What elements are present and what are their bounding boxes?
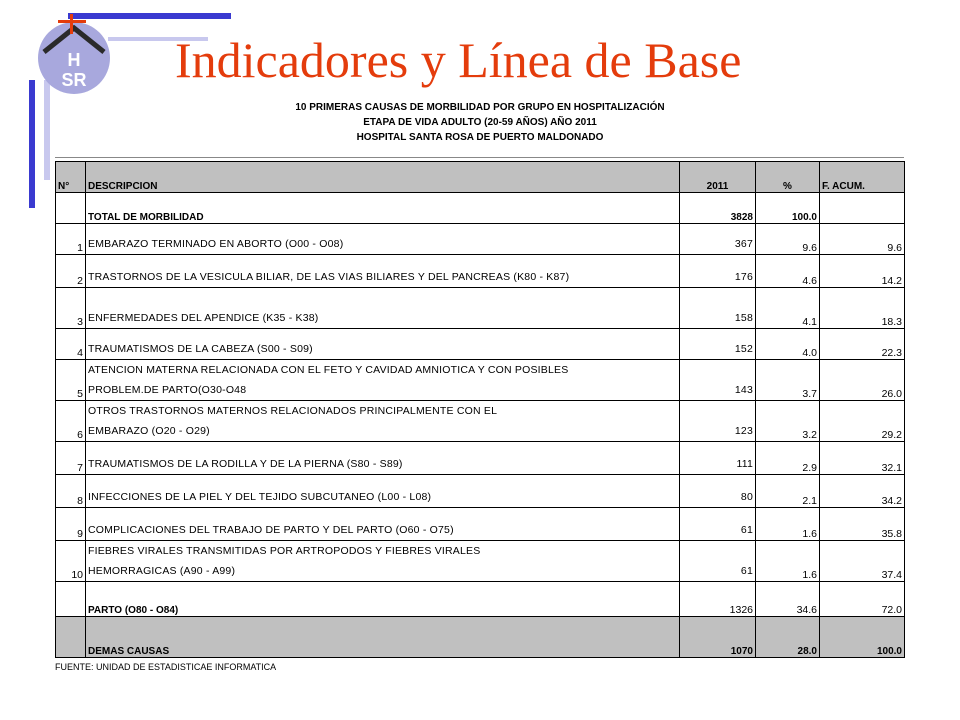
- caption-line: HOSPITAL SANTA ROSA DE PUERTO MALDONADO: [356, 132, 604, 143]
- total-row: [56, 193, 905, 224]
- row-number: 5: [56, 360, 86, 401]
- caption-line: ETAPA DE VIDA ADULTO (20-59 AÑOS) AÑO 2011: [363, 117, 597, 128]
- row-description: COMPLICACIONES DEL TRABAJO DE PARTO Y DEL PARTO (O60 - O75): [86, 508, 680, 541]
- table-row: [56, 508, 905, 541]
- row-value: 152: [680, 329, 756, 360]
- demas-facum: 100.0: [820, 617, 905, 658]
- total-label: TOTAL DE MORBILIDAD: [86, 193, 680, 224]
- row-number: 10: [56, 541, 86, 582]
- morbidity-table-wrap: [55, 157, 904, 658]
- row-description-line: EMBARAZO (O20 - O29): [88, 425, 210, 437]
- row-pct: 9.6: [756, 224, 820, 255]
- row-value: 367: [680, 224, 756, 255]
- row-value: 158: [680, 288, 756, 329]
- row-pct: 2.9: [756, 442, 820, 475]
- table-row: [56, 255, 905, 288]
- row-value: 111: [680, 442, 756, 475]
- caption-line: 10 PRIMERAS CAUSAS DE MORBILIDAD POR GRUPO EN HOSPITALIZACIÓN: [295, 102, 665, 113]
- row-number: 3: [56, 288, 86, 329]
- row-description: TRASTORNOS DE LA VESICULA BILIAR, DE LAS VIAS BILIARES Y DEL PANCREAS (K80 - K87): [86, 255, 680, 288]
- row-facum: 37.4: [820, 541, 905, 582]
- row-number: 1: [56, 224, 86, 255]
- row-number: 2: [56, 255, 86, 288]
- row-value: 61: [680, 541, 756, 582]
- demas-value: 1070: [680, 617, 756, 658]
- row-description: [86, 360, 680, 401]
- table-row: [56, 475, 905, 508]
- demas-pct: 28.0: [756, 617, 820, 658]
- parto-row: [56, 582, 905, 617]
- table-row: [56, 224, 905, 255]
- row-number: 6: [56, 401, 86, 442]
- row-pct: 4.0: [756, 329, 820, 360]
- header-desc: DESCRIPCION: [86, 162, 680, 193]
- hospital-logo: [30, 14, 114, 98]
- total-pct: 100.0: [756, 193, 820, 224]
- table-row: [56, 401, 905, 442]
- row-facum: 35.8: [820, 508, 905, 541]
- row-value: 123: [680, 401, 756, 442]
- row-facum: 32.1: [820, 442, 905, 475]
- table-caption: [160, 100, 800, 145]
- row-facum: 26.0: [820, 360, 905, 401]
- row-description-line: HEMORRAGICAS (A90 - A99): [88, 565, 236, 577]
- table-row: [56, 541, 905, 582]
- demas-row: [56, 617, 905, 658]
- row-description: [86, 541, 680, 582]
- row-number: 9: [56, 508, 86, 541]
- row-description-line: PROBLEM.DE PARTO(O30-O48: [88, 384, 247, 396]
- table-row: [56, 288, 905, 329]
- demas-label: DEMAS CAUSAS: [86, 617, 680, 658]
- empty-cell: [56, 193, 86, 224]
- row-description: ENFERMEDADES DEL APENDICE (K35 - K38): [86, 288, 680, 329]
- row-facum: 22.3: [820, 329, 905, 360]
- row-number: 4: [56, 329, 86, 360]
- svg-text:H: H: [67, 50, 81, 70]
- empty-cell: [56, 582, 86, 617]
- row-value: 61: [680, 508, 756, 541]
- parto-facum: 72.0: [820, 582, 905, 617]
- header-pct: %: [756, 162, 820, 193]
- empty-cell: [820, 193, 905, 224]
- slide-title: Indicadores y Línea de Base: [175, 32, 742, 88]
- row-pct: 1.6: [756, 508, 820, 541]
- row-description: INFECCIONES DE LA PIEL Y DEL TEJIDO SUBCUTANEO (L00 - L08): [86, 475, 680, 508]
- table-row: [56, 442, 905, 475]
- row-facum: 14.2: [820, 255, 905, 288]
- parto-value: 1326: [680, 582, 756, 617]
- parto-pct: 34.6: [756, 582, 820, 617]
- row-pct: 3.7: [756, 360, 820, 401]
- row-description: TRAUMATISMOS DE LA CABEZA (S00 - S09): [86, 329, 680, 360]
- row-value: 80: [680, 475, 756, 508]
- table-header-row: [56, 162, 905, 193]
- row-description: [86, 401, 680, 442]
- empty-cell: [56, 617, 86, 658]
- row-description-line: FIEBRES VIRALES TRANSMITIDAS POR ARTROPODOS Y FIEBRES VIRALES: [88, 545, 481, 557]
- total-value: 3828: [680, 193, 756, 224]
- row-facum: 34.2: [820, 475, 905, 508]
- row-pct: 2.1: [756, 475, 820, 508]
- table-row: [56, 329, 905, 360]
- row-pct: 1.6: [756, 541, 820, 582]
- svg-text:SR: SR: [61, 70, 87, 90]
- row-pct: 3.2: [756, 401, 820, 442]
- row-description: TRAUMATISMOS DE LA RODILLA Y DE LA PIERNA (S80 - S89): [86, 442, 680, 475]
- table-row: [56, 360, 905, 401]
- decor-bar-left: [29, 80, 35, 208]
- row-facum: 18.3: [820, 288, 905, 329]
- morbidity-table: [55, 161, 905, 658]
- header-year: 2011: [680, 162, 756, 193]
- parto-label: PARTO (O80 - O84): [86, 582, 680, 617]
- header-facum: F. ACUM.: [820, 162, 905, 193]
- row-pct: 4.6: [756, 255, 820, 288]
- row-facum: 29.2: [820, 401, 905, 442]
- row-description-line: OTROS TRASTORNOS MATERNOS RELACIONADOS PRINCIPALMENTE CON EL: [88, 405, 498, 417]
- row-description: EMBARAZO TERMINADO EN ABORTO (O00 - O08): [86, 224, 680, 255]
- row-number: 8: [56, 475, 86, 508]
- source-note: FUENTE: UNIDAD DE ESTADISTICAE INFORMATICA: [55, 662, 277, 672]
- row-value: 143: [680, 360, 756, 401]
- row-pct: 4.1: [756, 288, 820, 329]
- row-number: 7: [56, 442, 86, 475]
- header-n: N°: [56, 162, 86, 193]
- row-value: 176: [680, 255, 756, 288]
- row-facum: 9.6: [820, 224, 905, 255]
- row-description-line: ATENCION MATERNA RELACIONADA CON EL FETO Y CAVIDAD AMNIOTICA Y CON POSIBLES: [88, 364, 569, 376]
